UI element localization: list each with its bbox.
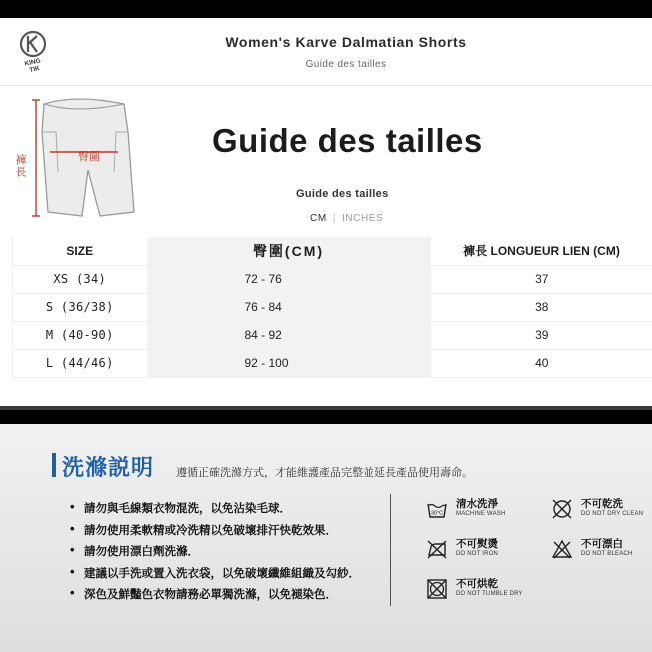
no-tumble-dry-icon [426,578,448,600]
wash-cn: 清水洗淨 [456,498,498,510]
care-subtitle: 遵循正確洗滌方式，才能維護產品完整並延長產品使用壽命。 [176,467,473,479]
header-length: 褲長 LONGUEUR LIEN (CM) [431,237,652,265]
no-dry-clean-en: DO NOT DRY CLEAN [581,511,644,517]
svg-text:KING: KING [24,57,42,68]
svg-text:TIK: TIK [28,65,41,74]
table-header-row [13,237,652,265]
no-bleach-instruction [551,538,633,560]
care-section [0,424,652,652]
length-label: 褲長 [14,154,26,178]
list-item: • 深色及鮮豔色衣物請務必單獨洗滌，以免褪染色． [70,586,360,608]
wash-temp: 30°C [430,510,444,517]
unit-cm-tab[interactable]: CM [310,213,327,224]
table-row [13,349,652,377]
care-divider [390,494,391,606]
table-row [13,321,652,349]
wash-en: MACHINE WASH [456,511,506,517]
no-dry-clean-icon [551,498,573,520]
waist-cell: 76 - 84 [147,293,431,321]
list-item: • 建議以手洗或置入洗衣袋，以免破壞纖維組織及勾紗． [70,565,360,587]
header-size: SIZE [13,237,147,265]
waist-cell: 72 - 76 [147,265,431,293]
waist-label: 臀圍 [78,151,100,163]
list-item: • 請勿使用柔軟精或冷洗精以免破壞排汗快乾效果． [70,522,360,544]
care-instructions-list [70,500,360,608]
header-waist: 臀圍(CM) [147,237,431,265]
unit-toggle [310,213,383,224]
length-cell: 40 [431,349,652,377]
unit-separator: | [332,213,336,224]
page-header [0,18,652,86]
no-iron-instruction [426,538,498,560]
wash-tub-icon [426,498,448,520]
size-cell: L (44/46) [13,349,147,377]
product-title: Women's Karve Dalmatian Shorts [225,34,467,50]
no-iron-cn: 不可熨燙 [456,538,498,550]
no-tumble-en: DO NOT TUMBLE DRY [456,591,523,597]
guide-subheading: Guide des tailles [296,188,389,200]
no-dry-clean-cn: 不可乾洗 [581,498,623,510]
shorts-diagram [6,92,146,232]
length-cell: 38 [431,293,652,321]
table-row [13,265,652,293]
wash-instruction [426,498,506,520]
list-item: • 請勿與毛線類衣物混洗，以免沾染毛球． [70,500,360,522]
waist-cell: 84 - 92 [147,321,431,349]
no-tumble-dry-instruction [426,578,523,600]
no-bleach-cn: 不可漂白 [581,538,623,550]
size-table [12,237,652,378]
header-subtitle: Guide des tailles [305,59,387,70]
size-cell: M (40-90) [13,321,147,349]
length-cell: 37 [431,265,652,293]
table-row [13,293,652,321]
no-bleach-icon [551,538,573,560]
no-iron-en: DO NOT IRON [456,551,499,557]
guide-heading: Guide des tailles [212,122,483,159]
size-cell: S (36/38) [13,293,147,321]
care-title-accent [52,453,56,477]
waist-cell: 92 - 100 [147,349,431,377]
no-iron-icon [426,538,448,560]
unit-inches-tab[interactable]: INCHES [341,213,384,224]
top-black-bar [0,0,652,18]
section-divider-band [0,406,652,424]
no-tumble-cn: 不可烘乾 [456,578,498,590]
no-bleach-en: DO NOT BLEACH [581,551,633,557]
list-item: • 請勿使用漂白劑洗滌． [70,543,360,565]
size-cell: XS (34) [13,265,147,293]
no-dry-clean-instruction [551,498,643,520]
length-cell: 39 [431,321,652,349]
care-title: 洗滌説明 [62,455,155,480]
